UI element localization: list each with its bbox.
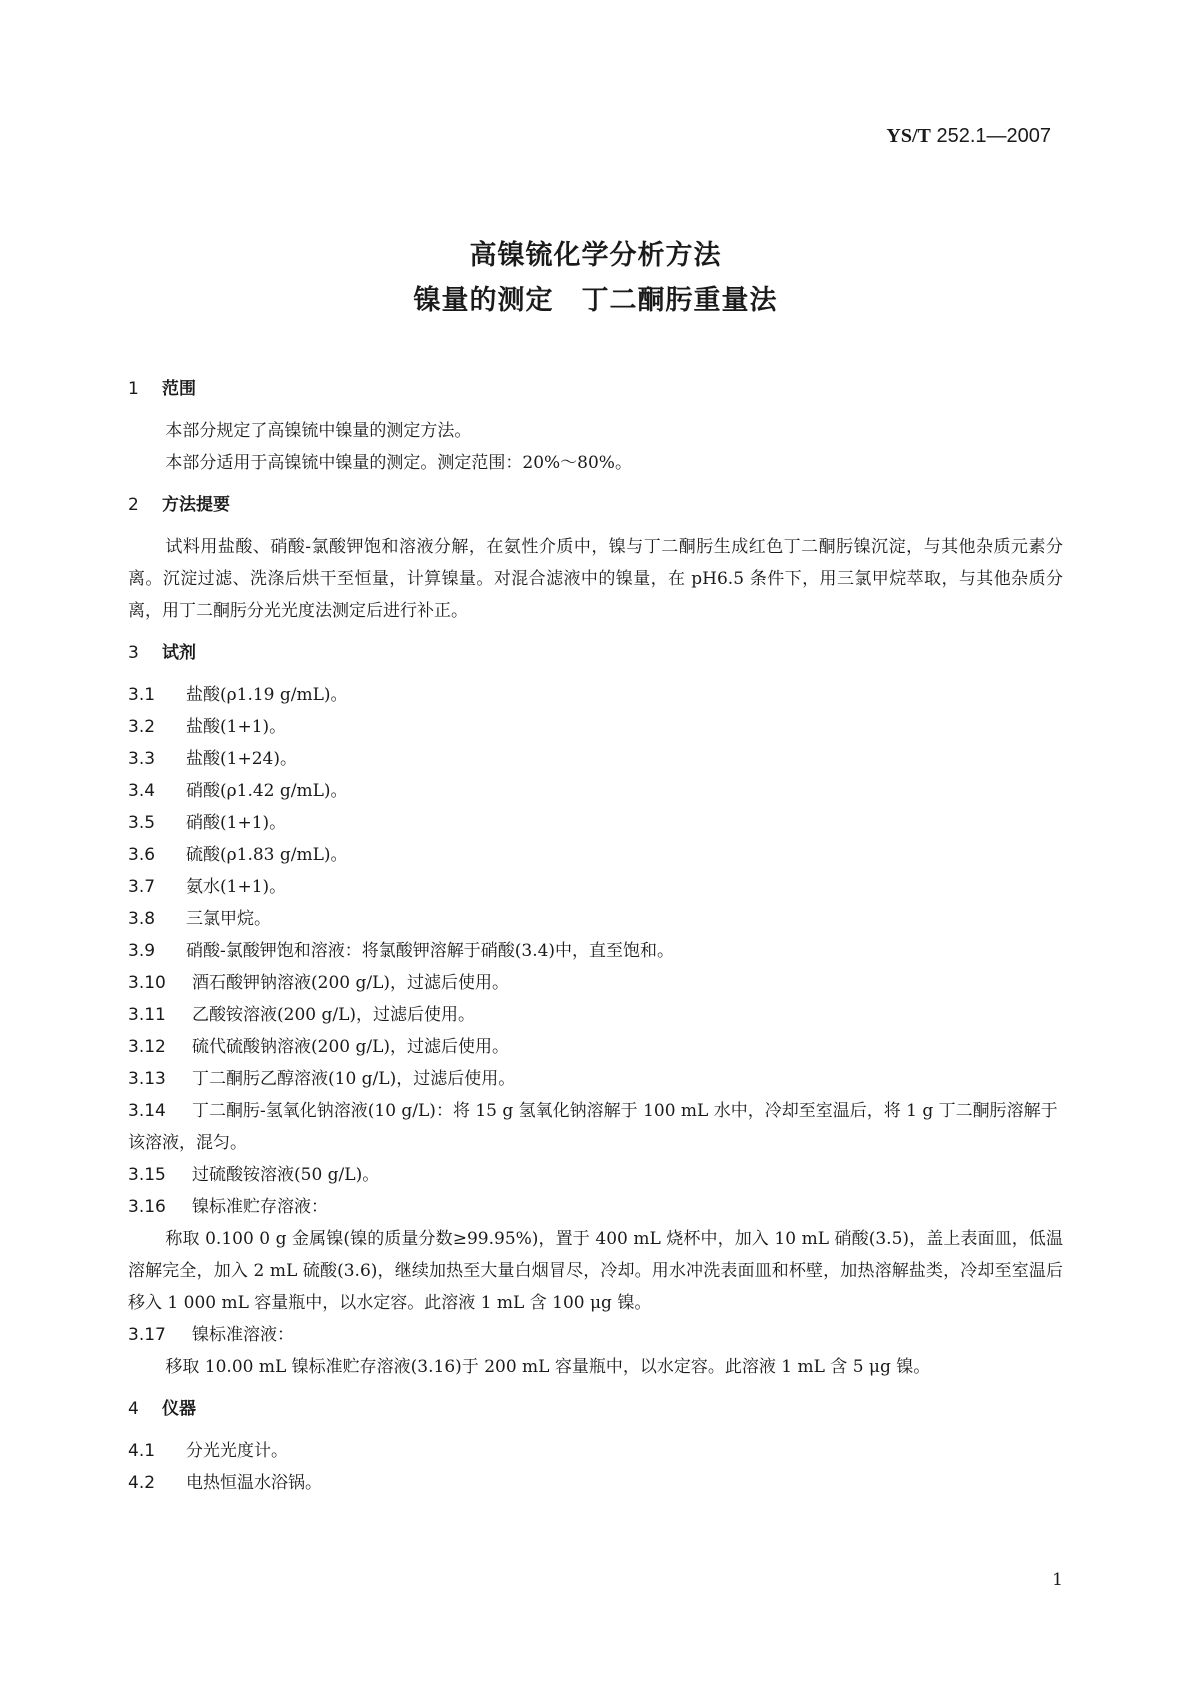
list-item: 4.1 分光光度计。: [128, 1441, 288, 1461]
list-item: 3.4 硝酸(ρ1.42 g/mL)。: [128, 781, 348, 801]
paragraph: 本部分适用于高镍锍中镍量的测定。测定范围：20%～80%。: [165, 453, 632, 473]
list-item: 3.13 丁二酮肟乙醇溶液(10 g/L)，过滤后使用。: [128, 1069, 516, 1089]
paragraph: 本部分规定了高镍锍中镍量的测定方法。: [165, 421, 472, 441]
list-item: 3.16 镍标准贮存溶液：: [128, 1197, 328, 1217]
list-item: 3.8 三氯甲烷。: [128, 909, 271, 929]
list-item: 3.15 过硫酸铵溶液(50 g/L)。: [128, 1165, 380, 1185]
list-item: 3.2 盐酸(1+1)。: [128, 717, 287, 737]
section-heading-3: 3 试剂: [128, 643, 196, 663]
list-item: 3.17 镍标准溶液：: [128, 1325, 294, 1345]
apparatus-list: [128, 1435, 1063, 1499]
standard-code-prefix: YS/T: [886, 125, 931, 147]
list-item: 3.11 乙酸铵溶液(200 g/L)，过滤后使用。: [128, 1005, 476, 1025]
paragraph: 称取 0.100 0 g 金属镍(镍的质量分数≥99.95%)，置于 400 mL 烧杯中，加入 10 mL 硝酸(3.5)，盖上表面皿，低温溶解完全，加入 2 mL 硫酸(3.6)，继续加热至大量白烟冒尽，冷却。用水冲洗表面皿和杯壁，加热溶解盐类，冷却至室温后移入 1 000 mL 容量瓶中，以水定容。此溶液 1 mL 含 100 μg 镍。: [128, 1229, 1063, 1313]
list-item: 3.3 盐酸(1+24)。: [128, 749, 297, 769]
paragraph: 移取 10.00 mL 镍标准贮存溶液(3.16)于 200 mL 容量瓶中，以水定容。此溶液 1 mL 含 5 μg 镍。: [165, 1357, 931, 1377]
list-item: 3.10 酒石酸钾钠溶液(200 g/L)，过滤后使用。: [128, 973, 510, 993]
list-item: 3.1 盐酸(ρ1.19 g/mL)。: [128, 685, 348, 705]
list-item: 3.7 氨水(1+1)。: [128, 877, 287, 897]
document-body: [128, 373, 1063, 1499]
standard-code-number: 252.1—2007: [930, 125, 1051, 147]
list-item: 3.5 硝酸(1+1)。: [128, 813, 287, 833]
standard-code: [886, 125, 1051, 148]
document-title-line2: 镍量的测定 丁二酮肟重量法: [413, 285, 778, 316]
document-title-line1: 高镍锍化学分析方法: [469, 240, 722, 271]
section-heading-4: 4 仪器: [128, 1399, 196, 1419]
list-item: 3.6 硫酸(ρ1.83 g/mL)。: [128, 845, 348, 865]
reagent-list: [128, 679, 1063, 1383]
page-number: 1: [1052, 1570, 1063, 1590]
section-heading-2: 2 方法提要: [128, 495, 230, 515]
list-item: 3.12 硫代硫酸钠溶液(200 g/L)，过滤后使用。: [128, 1037, 510, 1057]
list-item: 4.2 电热恒温水浴锅。: [128, 1473, 322, 1493]
section-heading-1: 1 范围: [128, 379, 196, 399]
list-item: 3.14 丁二酮肟-氢氧化钠溶液(10 g/L)：将 15 g 氢氧化钠溶解于 100 mL 水中，冷却至室温后，将 1 g 丁二酮肟溶解于该溶液，混匀。: [128, 1101, 1058, 1153]
list-item: 3.9 硝酸-氯酸钾饱和溶液：将氯酸钾溶解于硝酸(3.4)中，直至饱和。: [128, 941, 675, 961]
paragraph: 试料用盐酸、硝酸-氯酸钾饱和溶液分解，在氨性介质中，镍与丁二酮肟生成红色丁二酮肟镍沉淀，与其他杂质元素分离。沉淀过滤、洗涤后烘干至恒量，计算镍量。对混合滤液中的镍量，在 pH6.5 条件下，用三氯甲烷萃取，与其他杂质分离，用丁二酮肟分光光度法测定后进行补正。: [128, 537, 1063, 621]
